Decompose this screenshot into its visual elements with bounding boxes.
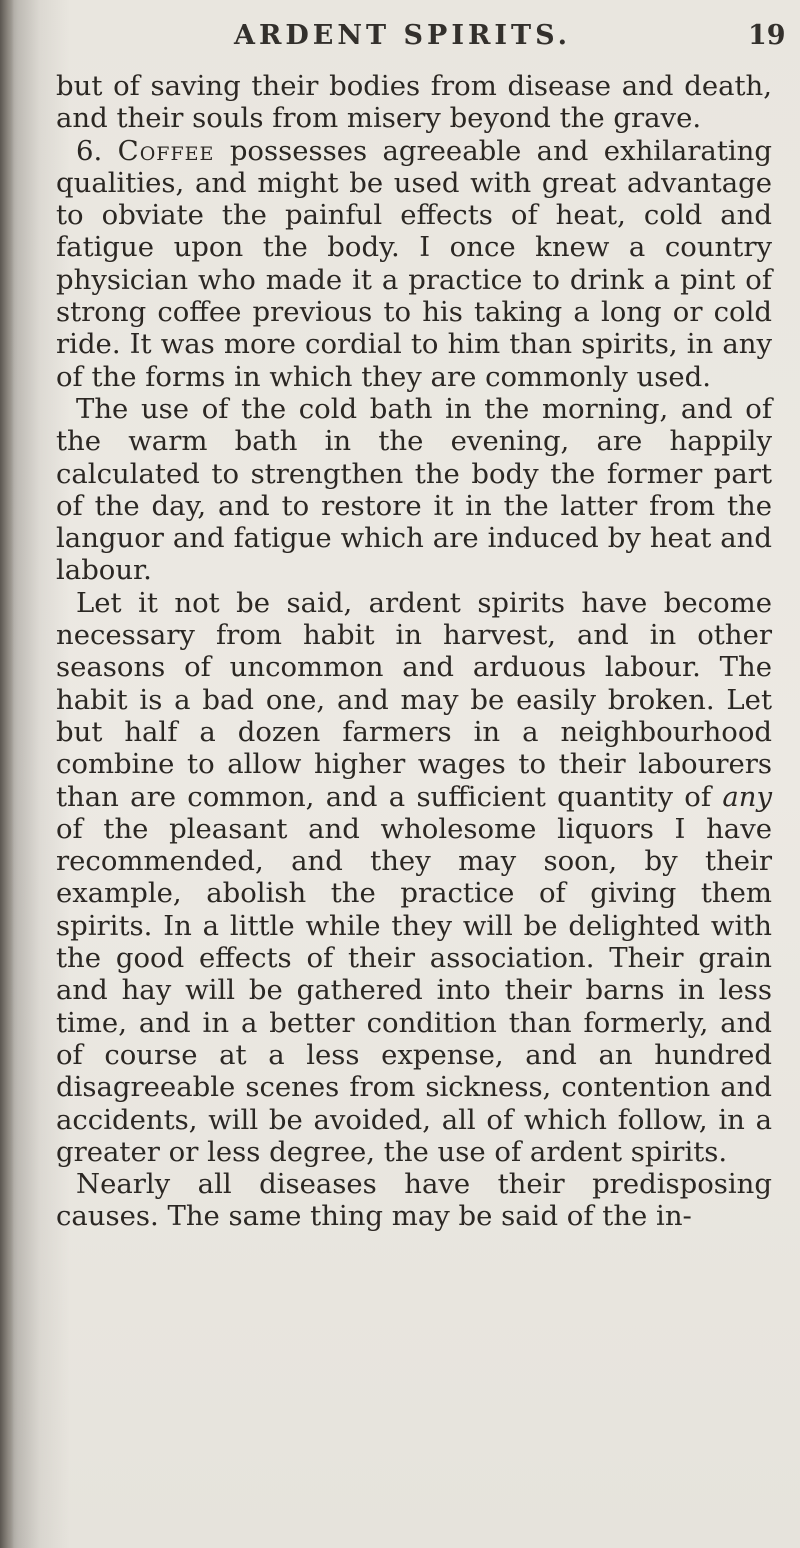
page-number: 19 <box>748 20 786 51</box>
paragraph-coffee <box>56 135 772 393</box>
body-text <box>56 70 772 1233</box>
paragraph-text: but of saving their bodies from disease and death, and their souls from misery beyond the grave. <box>56 70 772 135</box>
paragraph-text-part-1: Let it not be said, ardent spirits have become necessary from habit in harvest, and in other seasons of uncommon and arduous labour. The habit is a bad one, and may be easily broken. Let but half a dozen farmers in a neighbourhood combine to allow higher wages to their labourers than are common, and a sufficient quantity of <box>56 586 772 813</box>
paragraph-lead-word: Coffee <box>117 134 215 167</box>
paragraph-text: possesses agreeable and exhilarating qualities, and might be used with great advantage to obviate the painful effects of heat, cold and fatigue upon the body. I once knew a country physician who made it a practice to drink a pint of strong coffee previous to his taking a long or cold ride. It was more cordial to him than spirits, in any of the forms in which they are commonly used. <box>56 134 772 393</box>
book-spine-shadow <box>0 0 14 1548</box>
running-head <box>0 20 800 54</box>
paragraph-diseases <box>56 1168 772 1233</box>
paragraph-text-part-2: of the pleasant and wholesome liquors I have recommended, and they may soon, by their example, abolish the practice of giving them spirits. In a little while they will be delighted with the good effects of their association. Their grain and hay will be gathered into their barns in less time, and in a better condition than formerly, and of course at a less expense, and an hundred disagreeable scenes from sickness, contention and accidents, will be avoided, all of which follow, in a greater or less degree, the use of ardent spirits. <box>56 812 772 1168</box>
paragraph-number: 6. <box>76 134 103 167</box>
paragraph-text: The use of the cold bath in the morning, and of the warm bath in the evening, are happily calculated to strengthen the body the former part of the day, and to restore it in the latter from the languor and fatigue which are induced by heat and labour. <box>56 392 772 587</box>
paragraph-italic-word: any <box>722 780 772 813</box>
paragraph-text: Nearly all diseases have their predisposing causes. The same thing may be said of the in- <box>56 1168 772 1233</box>
paragraph-continuation <box>56 70 772 135</box>
paragraph-baths <box>56 393 772 587</box>
paragraph-harvest <box>56 587 772 1168</box>
running-title: ARDENT SPIRITS. <box>234 20 572 51</box>
